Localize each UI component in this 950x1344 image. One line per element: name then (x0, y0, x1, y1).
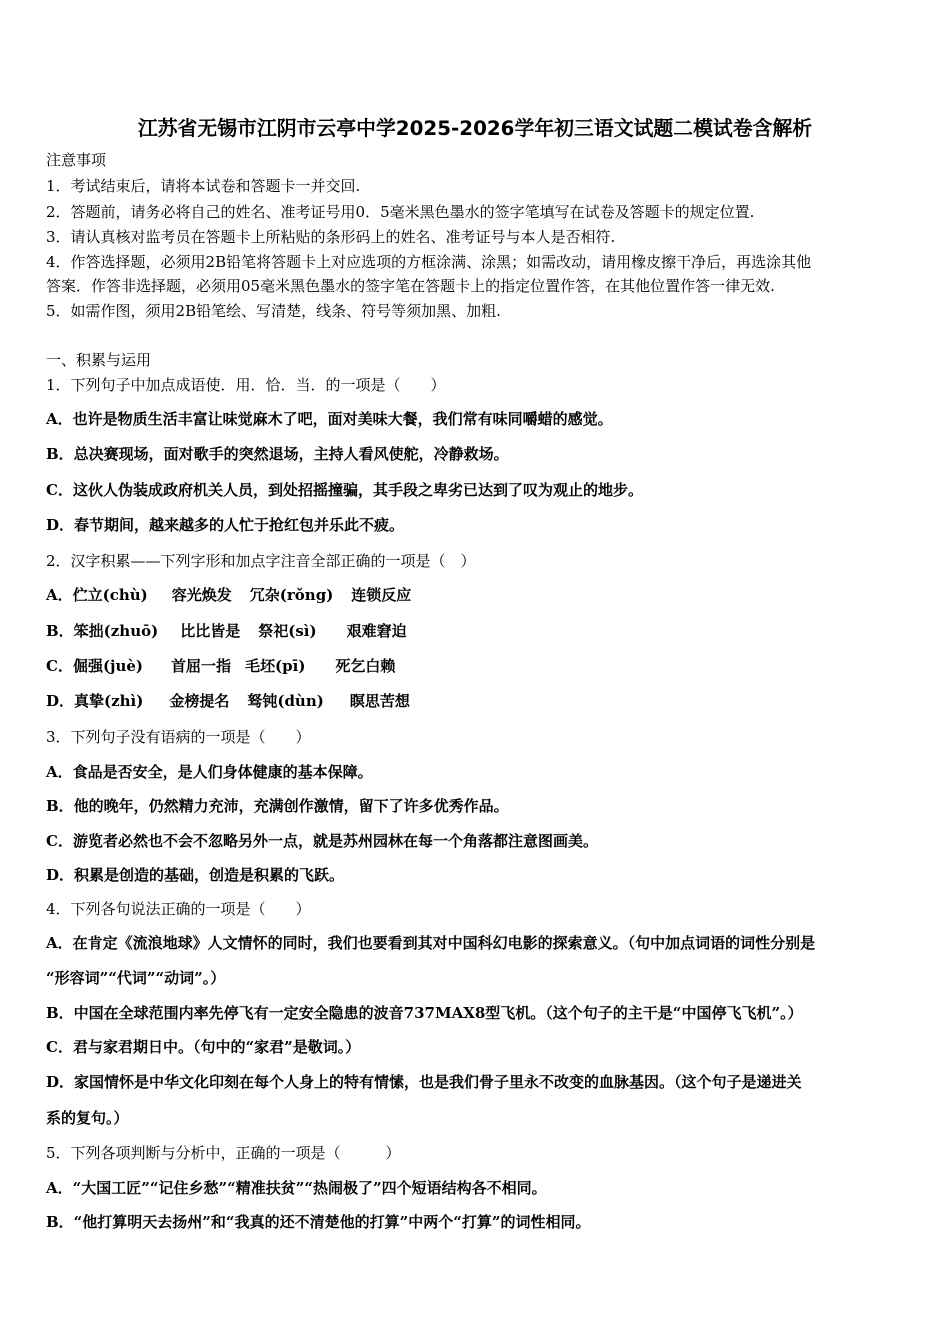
option-part: 首屈一指 (171, 657, 232, 675)
question-5-option-b: B．“他打算明天去扬州”和“我真的还不清楚他的打算”中两个“打算”的词性相同。 (46, 1213, 591, 1231)
option-part: 祭祀(sì) (258, 622, 317, 640)
question-2-stem: 2．汉字积累——下列字形和加点字注音全部正确的一项是（ ） (46, 552, 476, 570)
question-4-option-a: A．在肯定《流浪地球》人文情怀的同时，我们也要看到其对中国科幻电影的探索意义。（句中加点词语的词性分别是 (46, 934, 816, 952)
question-1-stem: 1．下列句子中加点成语使．用．恰．当．的一项是（ ） (46, 376, 446, 394)
option-part: 冗杂(rǒng) (249, 586, 334, 604)
question-1-option-c: C．这伙人伪装成政府机关人员，到处招摇撞骗，其手段之卑劣已达到了叹为观止的地步。 (46, 481, 643, 499)
question-5-option-a: A．“大国工匠”“记住乡愁”“精准扶贫”“热闹极了”四个短语结构各不相同。 (46, 1179, 547, 1197)
question-1-option-d: D．春节期间，越来越多的人忙于抢红包并乐此不疲。 (46, 516, 405, 534)
option-part: 瞑思苦想 (349, 692, 410, 710)
section-heading: 一、积累与运用 (46, 351, 152, 369)
option-part: 死乞白赖 (335, 657, 396, 675)
question-2-option-d (46, 691, 410, 711)
question-3-option-d: D．积累是创造的基础，创造是积累的飞跃。 (46, 866, 345, 884)
notice-item: 3．请认真核对监考员在答题卡上所粘贴的条形码上的姓名、准考证号与本人是否相符. (46, 228, 616, 246)
question-4-option-d-cont: 系的复句。） (46, 1109, 129, 1127)
question-1-option-a: A．也许是物质生活丰富让味觉麻木了吧，面对美味大餐，我们常有味同嚼蜡的感觉。 (46, 410, 613, 428)
option-part: 比比皆是 (180, 622, 241, 640)
page-title: 江苏省无锡市江阴市云亭中学2025-2026学年初三语文试题二模试卷含解析 (137, 117, 813, 140)
question-5-stem: 5．下列各项判断与分析中，正确的一项是（ ） (46, 1144, 401, 1162)
question-3-stem: 3．下列句子没有语病的一项是（ ） (46, 728, 311, 746)
question-4-option-a-cont: “形容词”“代词”“动词”。） (46, 969, 226, 987)
notice-item: 答案．作答非选择题，必须用05毫米黑色墨水的签字笔在答题卡上的指定位置作答，在其他位置作答一律无效. (46, 277, 775, 295)
option-part: 容光焕发 (171, 586, 232, 604)
question-4-option-c: C．君与家君期日中。（句中的“家君”是敬词。） (46, 1038, 361, 1056)
notice-item: 1．考试结束后，请将本试卷和答题卡一并交回. (46, 177, 361, 195)
option-part: 连锁反应 (351, 586, 412, 604)
option-part: A．伫立(chù) (46, 586, 148, 604)
option-part: 驽钝(dùn) (247, 692, 324, 710)
question-4-option-d: D．家国情怀是中华文化印刻在每个人身上的特有情愫，也是我们骨子里永不改变的血脉基因。（这个句子是递进关 (46, 1073, 802, 1091)
option-part: C．倔强(juè) (46, 657, 144, 675)
notice-item: 2．答题前，请务必将自己的姓名、准考证号用0．5毫米黑色墨水的签字笔填写在试卷及答题卡的规定位置. (46, 203, 755, 221)
option-part: 毛坯(pī) (245, 657, 306, 675)
question-3-option-a: A．食品是否安全，是人们身体健康的基本保障。 (46, 763, 373, 781)
question-2-option-a (46, 585, 411, 605)
question-1-option-b: B．总决赛现场，面对歌手的突然退场，主持人看风使舵，冷静救场。 (46, 445, 509, 463)
notice-heading: 注意事项 (46, 151, 107, 169)
question-4-option-b: B．中国在全球范围内率先停飞有一定安全隐患的波音737MAX8型飞机。（这个句子的主干是“中国停飞飞机”。） (46, 1004, 803, 1022)
option-part: 金榜提名 (169, 692, 230, 710)
option-part: B．笨拙(zhuō) (46, 622, 159, 640)
option-part: D．真挚(zhì) (46, 692, 144, 710)
question-3-option-c: C．游览者必然也不会不忽略另外一点，就是苏州园林在每一个角落都注意图画美。 (46, 832, 598, 850)
question-3-option-b: B．他的晚年，仍然精力充沛，充满创作激情，留下了许多优秀作品。 (46, 797, 509, 815)
notice-item: 4．作答选择题，必须用2B铅笔将答题卡上对应选项的方框涂满、涂黑；如需改动，请用橡皮擦干净后，再选涂其他 (46, 253, 812, 271)
question-2-option-b (46, 621, 407, 641)
option-part: 艰难窘迫 (346, 622, 407, 640)
question-2-option-c (46, 656, 395, 676)
notice-item: 5．如需作图，须用2B铅笔绘、写清楚，线条、符号等须加黑、加粗. (46, 302, 501, 320)
question-4-stem: 4．下列各句说法正确的一项是（ ） (46, 900, 311, 918)
